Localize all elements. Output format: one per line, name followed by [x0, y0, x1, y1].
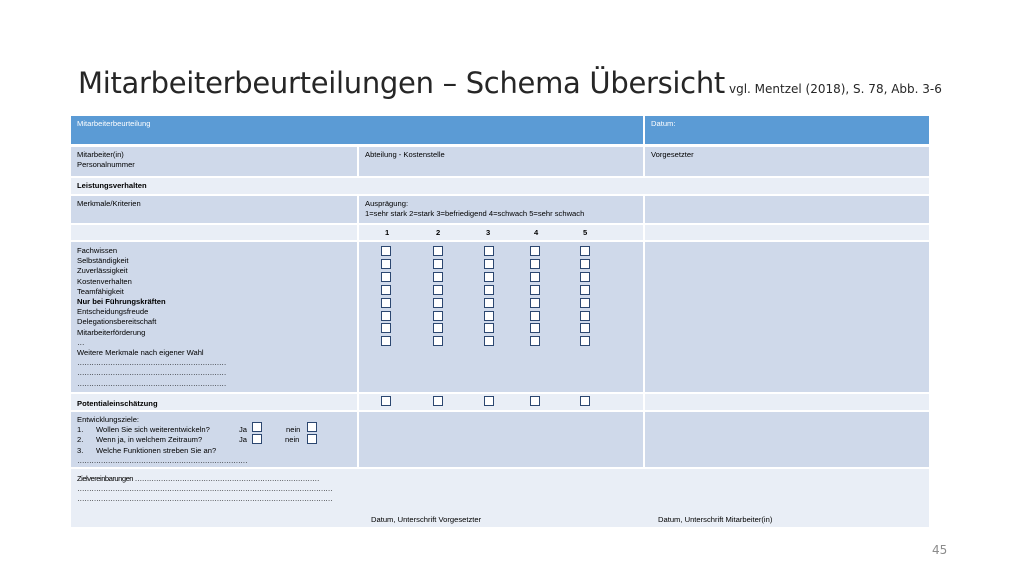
rating-checkbox[interactable]	[530, 336, 540, 346]
rating-checkbox[interactable]	[433, 311, 443, 321]
criterion-label: Entscheidungsfreude	[77, 307, 149, 317]
criterion-label: Selbständigkeit	[77, 256, 129, 266]
empty-cell	[645, 196, 929, 223]
empty-cell	[71, 225, 357, 240]
agreements-label: Zielvereinbarungen ……………………………………………………………………	[77, 474, 320, 483]
rating-checkbox[interactable]	[484, 259, 494, 269]
department-cell	[359, 147, 643, 176]
rating-checkbox[interactable]	[484, 311, 494, 321]
criterion-label: Delegationsbereitschaft	[77, 317, 157, 327]
agreements-line: ………………………………………………………………………………………………	[77, 484, 333, 494]
no-label: nein	[285, 435, 300, 445]
rating-checkbox[interactable]	[433, 246, 443, 256]
potential-cell	[71, 394, 357, 410]
no-checkbox[interactable]	[307, 422, 317, 432]
rating-checkbox[interactable]	[381, 298, 391, 308]
development-dots: ………………………………………………………………	[77, 455, 248, 465]
rating-checkbox[interactable]	[530, 298, 540, 308]
rating-checkbox[interactable]	[381, 272, 391, 282]
yes-checkbox[interactable]	[252, 422, 262, 432]
no-label: nein	[286, 425, 301, 435]
rating-checkbox[interactable]	[580, 272, 590, 282]
scale-number: 5	[583, 228, 588, 237]
supervisor-cell	[645, 147, 929, 176]
performance-section-label: Leistungsverhalten	[77, 181, 147, 190]
scale-number: 1	[385, 228, 390, 237]
criterion-label: Mitarbeiterförderung	[77, 327, 146, 337]
rating-checkbox[interactable]	[530, 272, 540, 282]
date-header-cell	[645, 116, 929, 144]
yes-label: Ja	[239, 435, 248, 445]
rating-checkbox[interactable]	[484, 246, 494, 256]
rating-checkbox[interactable]	[433, 259, 443, 269]
empty-cell	[645, 412, 929, 467]
rating-checkbox[interactable]	[580, 298, 590, 308]
empty-cell	[645, 242, 929, 392]
rating-checkbox[interactable]	[381, 336, 391, 346]
scale-number: 2	[436, 228, 441, 237]
rating-checkbox-grid	[359, 242, 643, 392]
slide-title-text: Mitarbeiterbeurteilungen – Schema Übersicht	[78, 66, 725, 100]
criterion-label: Weitere Merkmale nach eigener Wahl	[77, 348, 204, 358]
development-item	[77, 435, 351, 445]
rating-checkbox[interactable]	[433, 323, 443, 333]
rating-checkbox[interactable]	[580, 323, 590, 333]
criterion-label: Fachwissen	[77, 246, 118, 255]
criteria-header-label: Merkmale/Kriterien	[77, 199, 141, 208]
employee-cell	[71, 147, 357, 176]
rating-checkbox[interactable]	[580, 246, 590, 256]
criterion-label: …	[77, 337, 85, 347]
slide-title	[78, 66, 942, 100]
development-heading: Entwicklungsziele:	[77, 415, 140, 424]
rating-checkbox[interactable]	[580, 336, 590, 346]
potential-checkbox[interactable]	[530, 396, 540, 406]
criteria-list-cell	[71, 242, 357, 392]
potential-checkbox[interactable]	[381, 396, 391, 406]
yes-checkbox[interactable]	[252, 434, 262, 444]
rating-checkbox[interactable]	[484, 336, 494, 346]
potential-label: Potentialeinschätzung	[77, 399, 158, 408]
rating-checkbox[interactable]	[381, 259, 391, 269]
potential-checkbox[interactable]	[433, 396, 443, 406]
form-header-cell	[71, 116, 643, 144]
employee-signature-label: Datum, Unterschrift Mitarbeiter(in)	[658, 515, 773, 524]
rating-checkbox[interactable]	[580, 285, 590, 295]
empty-cell	[359, 412, 643, 467]
scale-number: 3	[486, 228, 491, 237]
rating-checkbox[interactable]	[433, 272, 443, 282]
rating-checkbox[interactable]	[484, 298, 494, 308]
agreements-line: ………………………………………………………………………………………………	[77, 494, 333, 504]
rating-checkbox[interactable]	[433, 336, 443, 346]
supervisor-signature-label: Datum, Unterschrift Vorgesetzter	[371, 515, 482, 524]
rating-checkbox[interactable]	[433, 285, 443, 295]
development-cell	[71, 412, 357, 467]
item-number: 2.	[77, 435, 84, 445]
rating-checkbox[interactable]	[484, 272, 494, 282]
item-number: 1.	[77, 425, 84, 435]
rating-checkbox[interactable]	[381, 285, 391, 295]
criterion-label: Kostenverhalten	[77, 276, 132, 286]
criterion-label: ………………………………………………………	[77, 378, 226, 388]
item-number: 3.	[77, 445, 84, 455]
scale-label: Ausprägung:	[365, 199, 409, 208]
rating-checkbox[interactable]	[381, 323, 391, 333]
empty-cell	[645, 394, 929, 410]
performance-section-cell	[71, 178, 929, 194]
appraisal-form-table	[71, 116, 929, 527]
rating-checkbox[interactable]	[530, 259, 540, 269]
page-number: 45	[932, 543, 948, 557]
form-header-title: Mitarbeiterbeurteilung	[77, 119, 151, 128]
department-label: Abteilung - Kostenstelle	[365, 150, 445, 159]
agreements-cell	[71, 469, 929, 527]
slide-citation: vgl. Mentzel (2018), S. 78, Abb. 3-6	[728, 82, 942, 96]
scale-number: 4	[534, 228, 539, 237]
criterion-label: Zuverlässigkeit	[77, 266, 128, 276]
no-checkbox[interactable]	[307, 434, 317, 444]
personnel-number-label: Personalnummer	[77, 160, 135, 170]
date-header-label: Datum:	[651, 119, 676, 128]
criterion-label: ………………………………………………………	[77, 358, 226, 368]
rating-checkbox[interactable]	[381, 311, 391, 321]
rating-checkbox[interactable]	[484, 323, 494, 333]
rating-checkbox[interactable]	[530, 311, 540, 321]
rating-checkbox[interactable]	[580, 259, 590, 269]
rating-checkbox[interactable]	[530, 285, 540, 295]
potential-checkbox[interactable]	[484, 396, 494, 406]
potential-checkbox[interactable]	[580, 396, 590, 406]
rating-checkbox[interactable]	[530, 246, 540, 256]
item-text: Wenn ja, in welchem Zeitraum?	[96, 435, 203, 445]
rating-checkbox[interactable]	[433, 298, 443, 308]
rating-checkbox[interactable]	[381, 246, 391, 256]
scale-legend: 1=sehr stark 2=stark 3=befriedigend 4=schwach 5=sehr schwach	[365, 209, 585, 219]
yes-label: Ja	[239, 425, 248, 435]
potential-checkbox-row	[359, 394, 643, 410]
criterion-label: Teamfähigkeit	[77, 286, 124, 296]
employee-label: Mitarbeiter(in)	[77, 150, 124, 159]
item-text: Welche Funktionen streben Sie an?	[96, 445, 217, 455]
criterion-label: Nur bei Führungskräften	[77, 297, 166, 307]
scale-numbers-cell	[359, 225, 643, 240]
criterion-label: ………………………………………………………	[77, 368, 226, 378]
rating-checkbox[interactable]	[530, 323, 540, 333]
supervisor-label: Vorgesetzter	[651, 150, 694, 159]
rating-checkbox[interactable]	[580, 311, 590, 321]
development-item	[77, 446, 351, 456]
empty-cell	[645, 225, 929, 240]
scale-legend-cell	[359, 196, 643, 223]
item-text: Wollen Sie sich weiterentwickeln?	[96, 425, 210, 435]
rating-checkbox[interactable]	[484, 285, 494, 295]
criteria-header-cell	[71, 196, 357, 223]
